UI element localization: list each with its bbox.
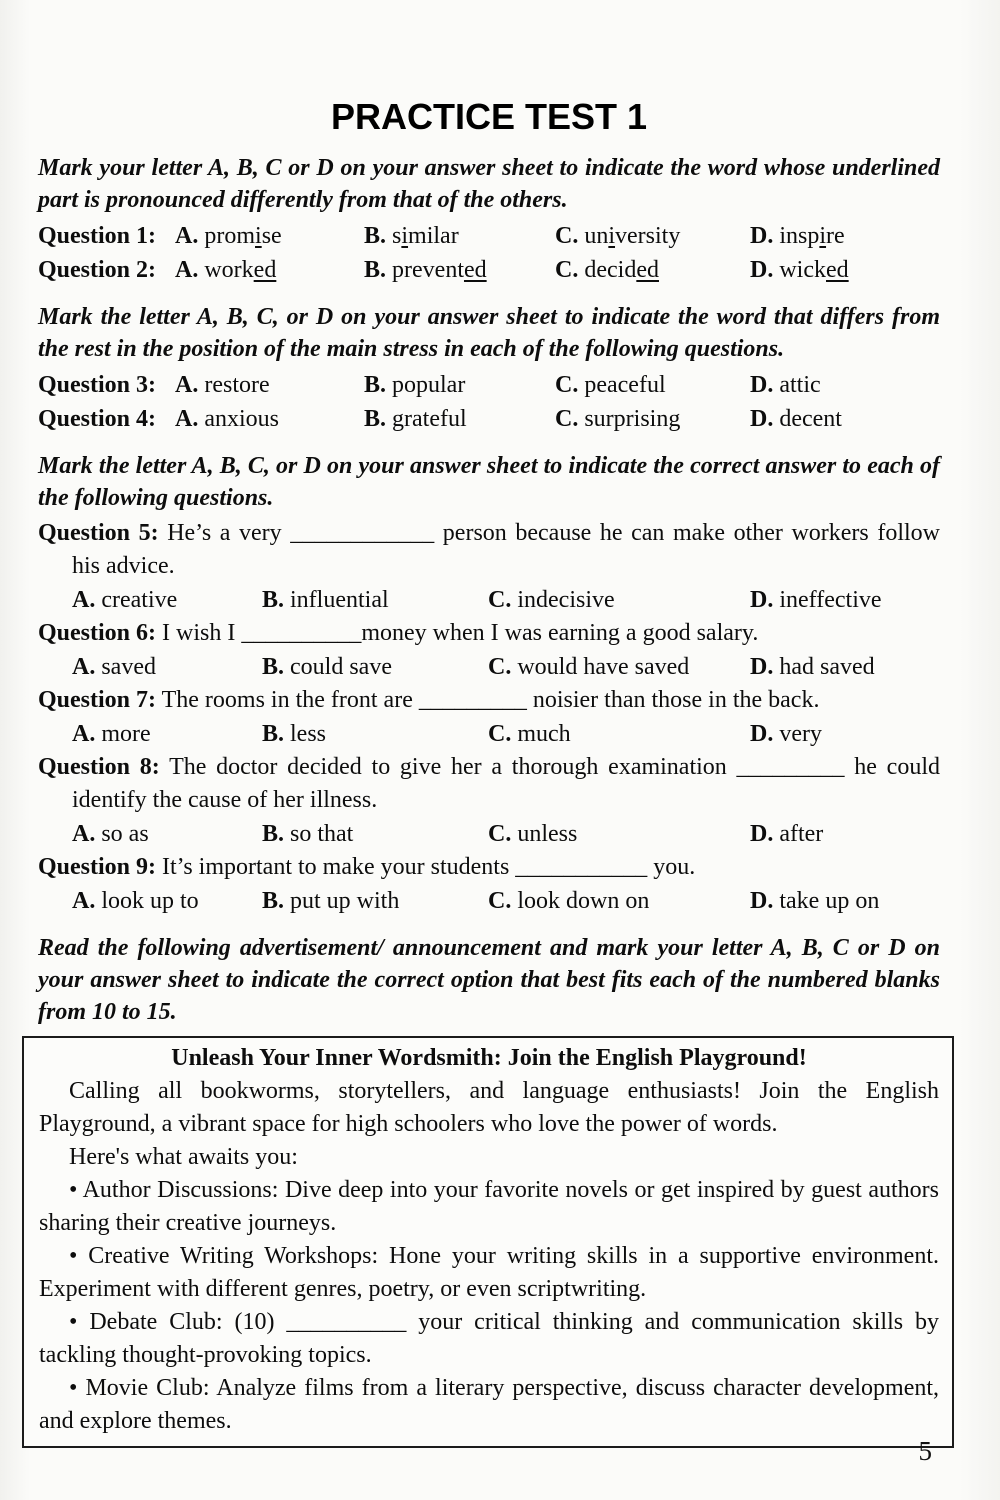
- option-letter: C.: [488, 821, 512, 847]
- question-2-row: [38, 253, 940, 287]
- option-text: less: [290, 721, 327, 747]
- option-letter: C.: [488, 721, 512, 747]
- option-text: indecisive: [517, 587, 615, 613]
- option-letter: B.: [262, 587, 285, 613]
- question-9-option-d: [750, 884, 879, 918]
- question-1-option-d: [750, 219, 845, 253]
- option-letter: D.: [750, 223, 774, 249]
- option-text: much: [517, 721, 571, 747]
- option-letter: B.: [364, 257, 387, 283]
- question-2-option-a: [175, 253, 276, 287]
- option-letter: B.: [364, 223, 387, 249]
- option-text-part: milar: [408, 223, 459, 249]
- ad-paragraph-awaits: Here's what awaits you:: [69, 1144, 298, 1170]
- option-text: surprising: [584, 406, 681, 432]
- instruction-multiple-choice: Mark the letter A, B, C, or D on your answer sheet to indicate the correct answer to each of the following questions.: [38, 453, 940, 511]
- option-text-part: prevent: [392, 257, 464, 283]
- option-letter: C.: [555, 257, 579, 283]
- question-3-option-b: [364, 368, 465, 402]
- option-letter: A.: [175, 223, 199, 249]
- option-text-part: s: [392, 223, 402, 249]
- question-7-label: Question 7:: [38, 687, 157, 713]
- option-text: grateful: [392, 406, 467, 432]
- option-text: [204, 223, 281, 249]
- question-5-option-d: [750, 583, 882, 617]
- question-1-option-c: [555, 219, 680, 253]
- ad-bullet-debate-club: [39, 1306, 939, 1372]
- question-9-option-a: [72, 884, 199, 918]
- bullet-icon: •: [69, 1243, 78, 1269]
- question-6-option-a: [72, 650, 156, 684]
- option-text: more: [101, 721, 151, 747]
- option-letter: C.: [488, 888, 512, 914]
- option-text: [584, 257, 659, 283]
- underlined-letters: ed: [826, 257, 849, 283]
- underlined-letters: ed: [636, 257, 659, 283]
- option-text: [392, 223, 459, 249]
- question-5-option-b: [262, 583, 389, 617]
- question-7-option-d: [750, 717, 822, 751]
- option-letter: A.: [175, 406, 199, 432]
- option-text: had saved: [779, 654, 875, 680]
- option-letter: A.: [72, 654, 96, 680]
- option-letter: C.: [488, 587, 512, 613]
- question-9-stem: [38, 851, 940, 884]
- option-letter: A.: [72, 721, 96, 747]
- option-text: saved: [101, 654, 156, 680]
- ad-title: Unleash Your Inner Wordsmith: Join the English Playground!: [171, 1045, 807, 1071]
- question-9-options: [38, 884, 940, 918]
- instruction-cloze: Read the following advertisement/ announcement and mark your letter A, B, C or D on your answer sheet to indicate the correct option that best fits each of the numbered blanks from 10 to 15.: [38, 935, 940, 1025]
- option-text: so that: [290, 821, 354, 847]
- question-5-stem: [38, 517, 940, 583]
- question-8-option-a: [72, 817, 149, 851]
- question-4-option-c: [555, 402, 680, 436]
- question-9-text: It’s important to make your students ___________ you.: [162, 854, 696, 880]
- question-9-label: Question 9:: [38, 854, 157, 880]
- option-text: look down on: [517, 888, 650, 914]
- question-5-option-c: [488, 583, 615, 617]
- option-text: [204, 257, 276, 283]
- option-text: look up to: [101, 888, 199, 914]
- option-text-part: re: [826, 223, 845, 249]
- underlined-letters: i: [401, 223, 409, 249]
- option-letter: A.: [72, 587, 96, 613]
- question-8-stem: [38, 751, 940, 817]
- option-letter: D.: [750, 372, 774, 398]
- question-3-option-d: [750, 368, 821, 402]
- option-letter: D.: [750, 406, 774, 432]
- question-9-option-b: [262, 884, 399, 918]
- bullet-icon: •: [69, 1177, 78, 1203]
- ad-bullet-text: Debate Club: (10) __________ your critical thinking and communication skills by tackling thought-provoking topics.: [39, 1309, 939, 1368]
- question-5-options: [38, 583, 940, 617]
- option-letter: B.: [262, 654, 285, 680]
- option-text-part: decid: [584, 257, 637, 283]
- option-letter: A.: [175, 257, 199, 283]
- option-letter: C.: [555, 406, 579, 432]
- option-letter: C.: [488, 654, 512, 680]
- option-text: popular: [392, 372, 466, 398]
- question-7-option-c: [488, 717, 571, 751]
- question-6-options: [38, 650, 940, 684]
- option-letter: B.: [364, 406, 387, 432]
- option-letter: D.: [750, 821, 774, 847]
- question-6-option-d: [750, 650, 875, 684]
- option-letter: D.: [750, 888, 774, 914]
- option-letter: A.: [72, 821, 96, 847]
- option-text-part: se: [261, 223, 282, 249]
- question-3-row: [38, 368, 940, 402]
- question-8-text: The doctor decided to give her a thorough examination _________ he could identify the cause of her illness.: [72, 754, 940, 813]
- instruction-pronunciation: Mark your letter A, B, C or D on your answer sheet to indicate the word whose underlined part is pronounced differently from that of the others.: [38, 155, 940, 213]
- option-text-part: work: [204, 257, 254, 283]
- question-1-option-a: [175, 219, 282, 253]
- question-5-text: He’s a very ____________ person because he can make other workers follow his advice.: [72, 520, 941, 579]
- question-7-option-b: [262, 717, 326, 751]
- question-3-label: Question 3:: [38, 372, 157, 398]
- question-2-option-b: [364, 253, 487, 287]
- option-text: [779, 257, 848, 283]
- option-letter: D.: [750, 721, 774, 747]
- page-number: 5: [918, 1436, 932, 1466]
- option-letter: D.: [750, 654, 774, 680]
- question-9-option-c: [488, 884, 649, 918]
- question-6-option-c: [488, 650, 689, 684]
- question-4-option-b: [364, 402, 467, 436]
- question-6-label: Question 6:: [38, 620, 157, 646]
- question-1-label: Question 1:: [38, 223, 157, 249]
- question-1-option-b: [364, 219, 459, 253]
- underlined-letters: ed: [253, 257, 277, 283]
- page-title: PRACTICE TEST 1: [330, 96, 648, 137]
- question-4-option-d: [750, 402, 842, 436]
- underlined-letters: ed: [463, 257, 487, 283]
- option-text: [392, 257, 487, 283]
- instruction-stress: Mark the letter A, B, C, or D on your answer sheet to indicate the word that differs from the rest in the position of the main stress in each of the following questions.: [38, 304, 940, 362]
- ad-paragraph-intro: Calling all bookworms, storytellers, and language enthusiasts! Join the English Playground, a vibrant space for high schoolers who love the power of words.: [39, 1078, 939, 1137]
- ad-bullet-creative-writing: [39, 1240, 939, 1306]
- option-letter: C.: [555, 372, 579, 398]
- option-letter: B.: [262, 821, 285, 847]
- question-8-option-d: [750, 817, 823, 851]
- option-text: attic: [779, 372, 821, 398]
- option-text: decent: [779, 406, 842, 432]
- ad-bullet-author-discussions: [39, 1174, 939, 1240]
- option-text: take up on: [779, 888, 880, 914]
- question-8-options: [38, 817, 940, 851]
- underlined-letters: i: [608, 223, 616, 249]
- bullet-icon: •: [69, 1309, 78, 1335]
- question-8-option-b: [262, 817, 353, 851]
- option-text-part: insp: [779, 223, 820, 249]
- question-6-text: I wish I __________money when I was earning a good salary.: [162, 620, 759, 646]
- question-4-row: [38, 402, 940, 436]
- option-text: could save: [290, 654, 392, 680]
- advertisement-box: [22, 1036, 954, 1448]
- option-text: restore: [204, 372, 270, 398]
- option-letter: A.: [72, 888, 96, 914]
- question-7-option-a: [72, 717, 151, 751]
- option-text: [779, 223, 844, 249]
- option-text-part: un: [584, 223, 609, 249]
- option-letter: C.: [555, 223, 579, 249]
- question-8-label: Question 8:: [38, 754, 160, 780]
- underlined-letters: i: [255, 223, 262, 249]
- question-1-row: [38, 219, 940, 253]
- question-4-label: Question 4:: [38, 406, 157, 432]
- question-7-stem: [38, 684, 940, 717]
- ad-bullet-text: Author Discussions: Dive deep into your favorite novels or get inspired by guest authors sharing their creative journeys.: [39, 1177, 939, 1236]
- option-text: ineffective: [779, 587, 882, 613]
- question-8-option-c: [488, 817, 577, 851]
- question-2-option-c: [555, 253, 659, 287]
- ad-bullet-text: Movie Club: Analyze films from a literary perspective, discuss character development, and explore themes.: [39, 1375, 940, 1434]
- option-text: after: [779, 821, 824, 847]
- question-5-label: Question 5:: [38, 520, 159, 546]
- bullet-icon: •: [69, 1375, 78, 1401]
- option-text: peaceful: [584, 372, 666, 398]
- question-2-option-d: [750, 253, 849, 287]
- option-text-part: versity: [615, 223, 681, 249]
- question-4-option-a: [175, 402, 279, 436]
- option-letter: D.: [750, 257, 774, 283]
- question-5-option-a: [72, 583, 177, 617]
- option-letter: B.: [262, 888, 285, 914]
- option-text: so as: [101, 821, 149, 847]
- option-text: creative: [101, 587, 178, 613]
- question-7-text: The rooms in the front are _________ noisier than those in the back.: [161, 687, 820, 713]
- question-2-label: Question 2:: [38, 257, 157, 283]
- option-text: would have saved: [517, 654, 690, 680]
- option-text: very: [779, 721, 822, 747]
- option-text: [584, 223, 680, 249]
- option-letter: D.: [750, 587, 774, 613]
- option-text: influential: [290, 587, 389, 613]
- question-6-option-b: [262, 650, 392, 684]
- option-letter: B.: [364, 372, 387, 398]
- ad-bullet-text: Creative Writing Workshops: Hone your writing skills in a supportive environment. Experiment with different genres, poetry, or even scriptwriting.: [39, 1243, 940, 1302]
- option-letter: A.: [175, 372, 199, 398]
- option-text-part: wick: [779, 257, 826, 283]
- question-7-options: [38, 717, 940, 751]
- question-6-stem: [38, 617, 940, 650]
- option-text: anxious: [204, 406, 280, 432]
- option-text-part: prom: [204, 223, 256, 249]
- question-3-option-a: [175, 368, 270, 402]
- option-letter: B.: [262, 721, 285, 747]
- option-text: put up with: [290, 888, 400, 914]
- ad-bullet-movie-club: [39, 1372, 939, 1438]
- question-3-option-c: [555, 368, 666, 402]
- option-text: unless: [517, 821, 578, 847]
- underlined-letters: i: [819, 223, 827, 249]
